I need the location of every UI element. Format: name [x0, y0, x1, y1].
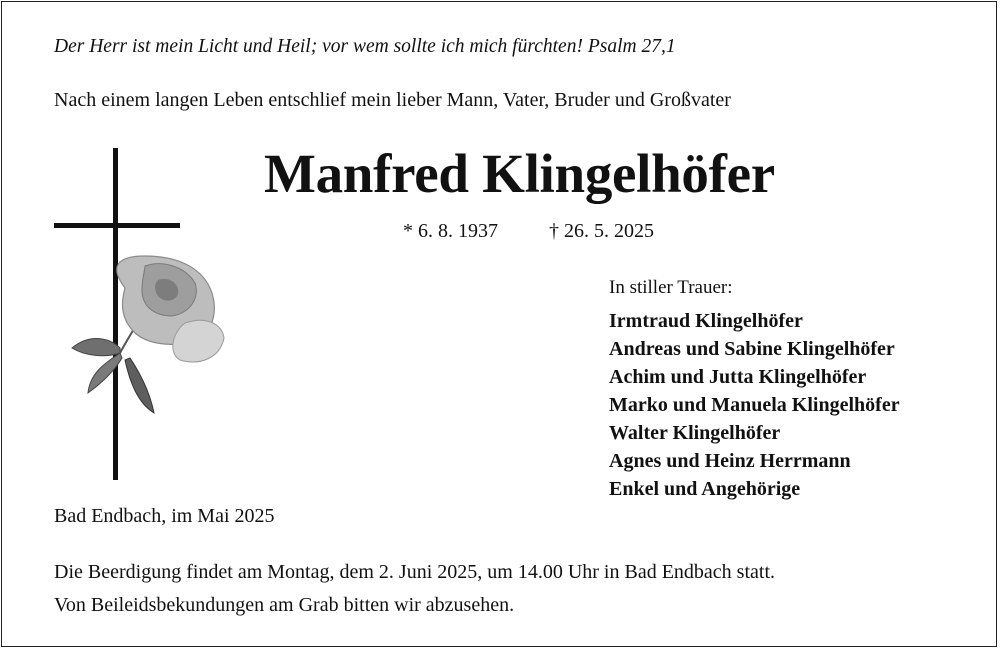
death-date: † 26. 5. 2025	[549, 220, 654, 242]
intro-text: Nach einem langen Leben entschlief mein lieber Mann, Vater, Bruder und Großvater	[54, 89, 731, 111]
deceased-name: Manfred Klingelhöfer	[264, 143, 775, 204]
condolence-note: Von Beileidsbekundungen am Grab bitten wir abzusehen.	[54, 594, 515, 616]
mourner-list	[609, 307, 900, 503]
mourner-name: Agnes und Heinz Herrmann	[609, 450, 851, 472]
rose-icon	[72, 256, 224, 413]
mourner-name: Walter Klingelhöfer	[609, 422, 781, 444]
place-date: Bad Endbach, im Mai 2025	[54, 505, 275, 527]
birth-date: * 6. 8. 1937	[403, 220, 498, 242]
mourning-heading: In stiller Trauer:	[609, 277, 733, 298]
cross-rose-illustration	[50, 148, 230, 483]
mourner-name: Andreas und Sabine Klingelhöfer	[609, 338, 895, 360]
mourner-name: Irmtraud Klingelhöfer	[609, 310, 803, 332]
mourner-name: Enkel und Angehörige	[609, 478, 801, 500]
psalm-quote: Der Herr ist mein Licht und Heil; vor wem sollte ich mich fürchten! Psalm 27,1	[54, 36, 676, 57]
mourner-name: Marko und Manuela Klingelhöfer	[609, 394, 900, 416]
mourner-name: Achim und Jutta Klingelhöfer	[609, 366, 867, 388]
funeral-info: Die Beerdigung findet am Montag, dem 2. Juni 2025, um 14.00 Uhr in Bad Endbach statt.	[54, 561, 775, 583]
